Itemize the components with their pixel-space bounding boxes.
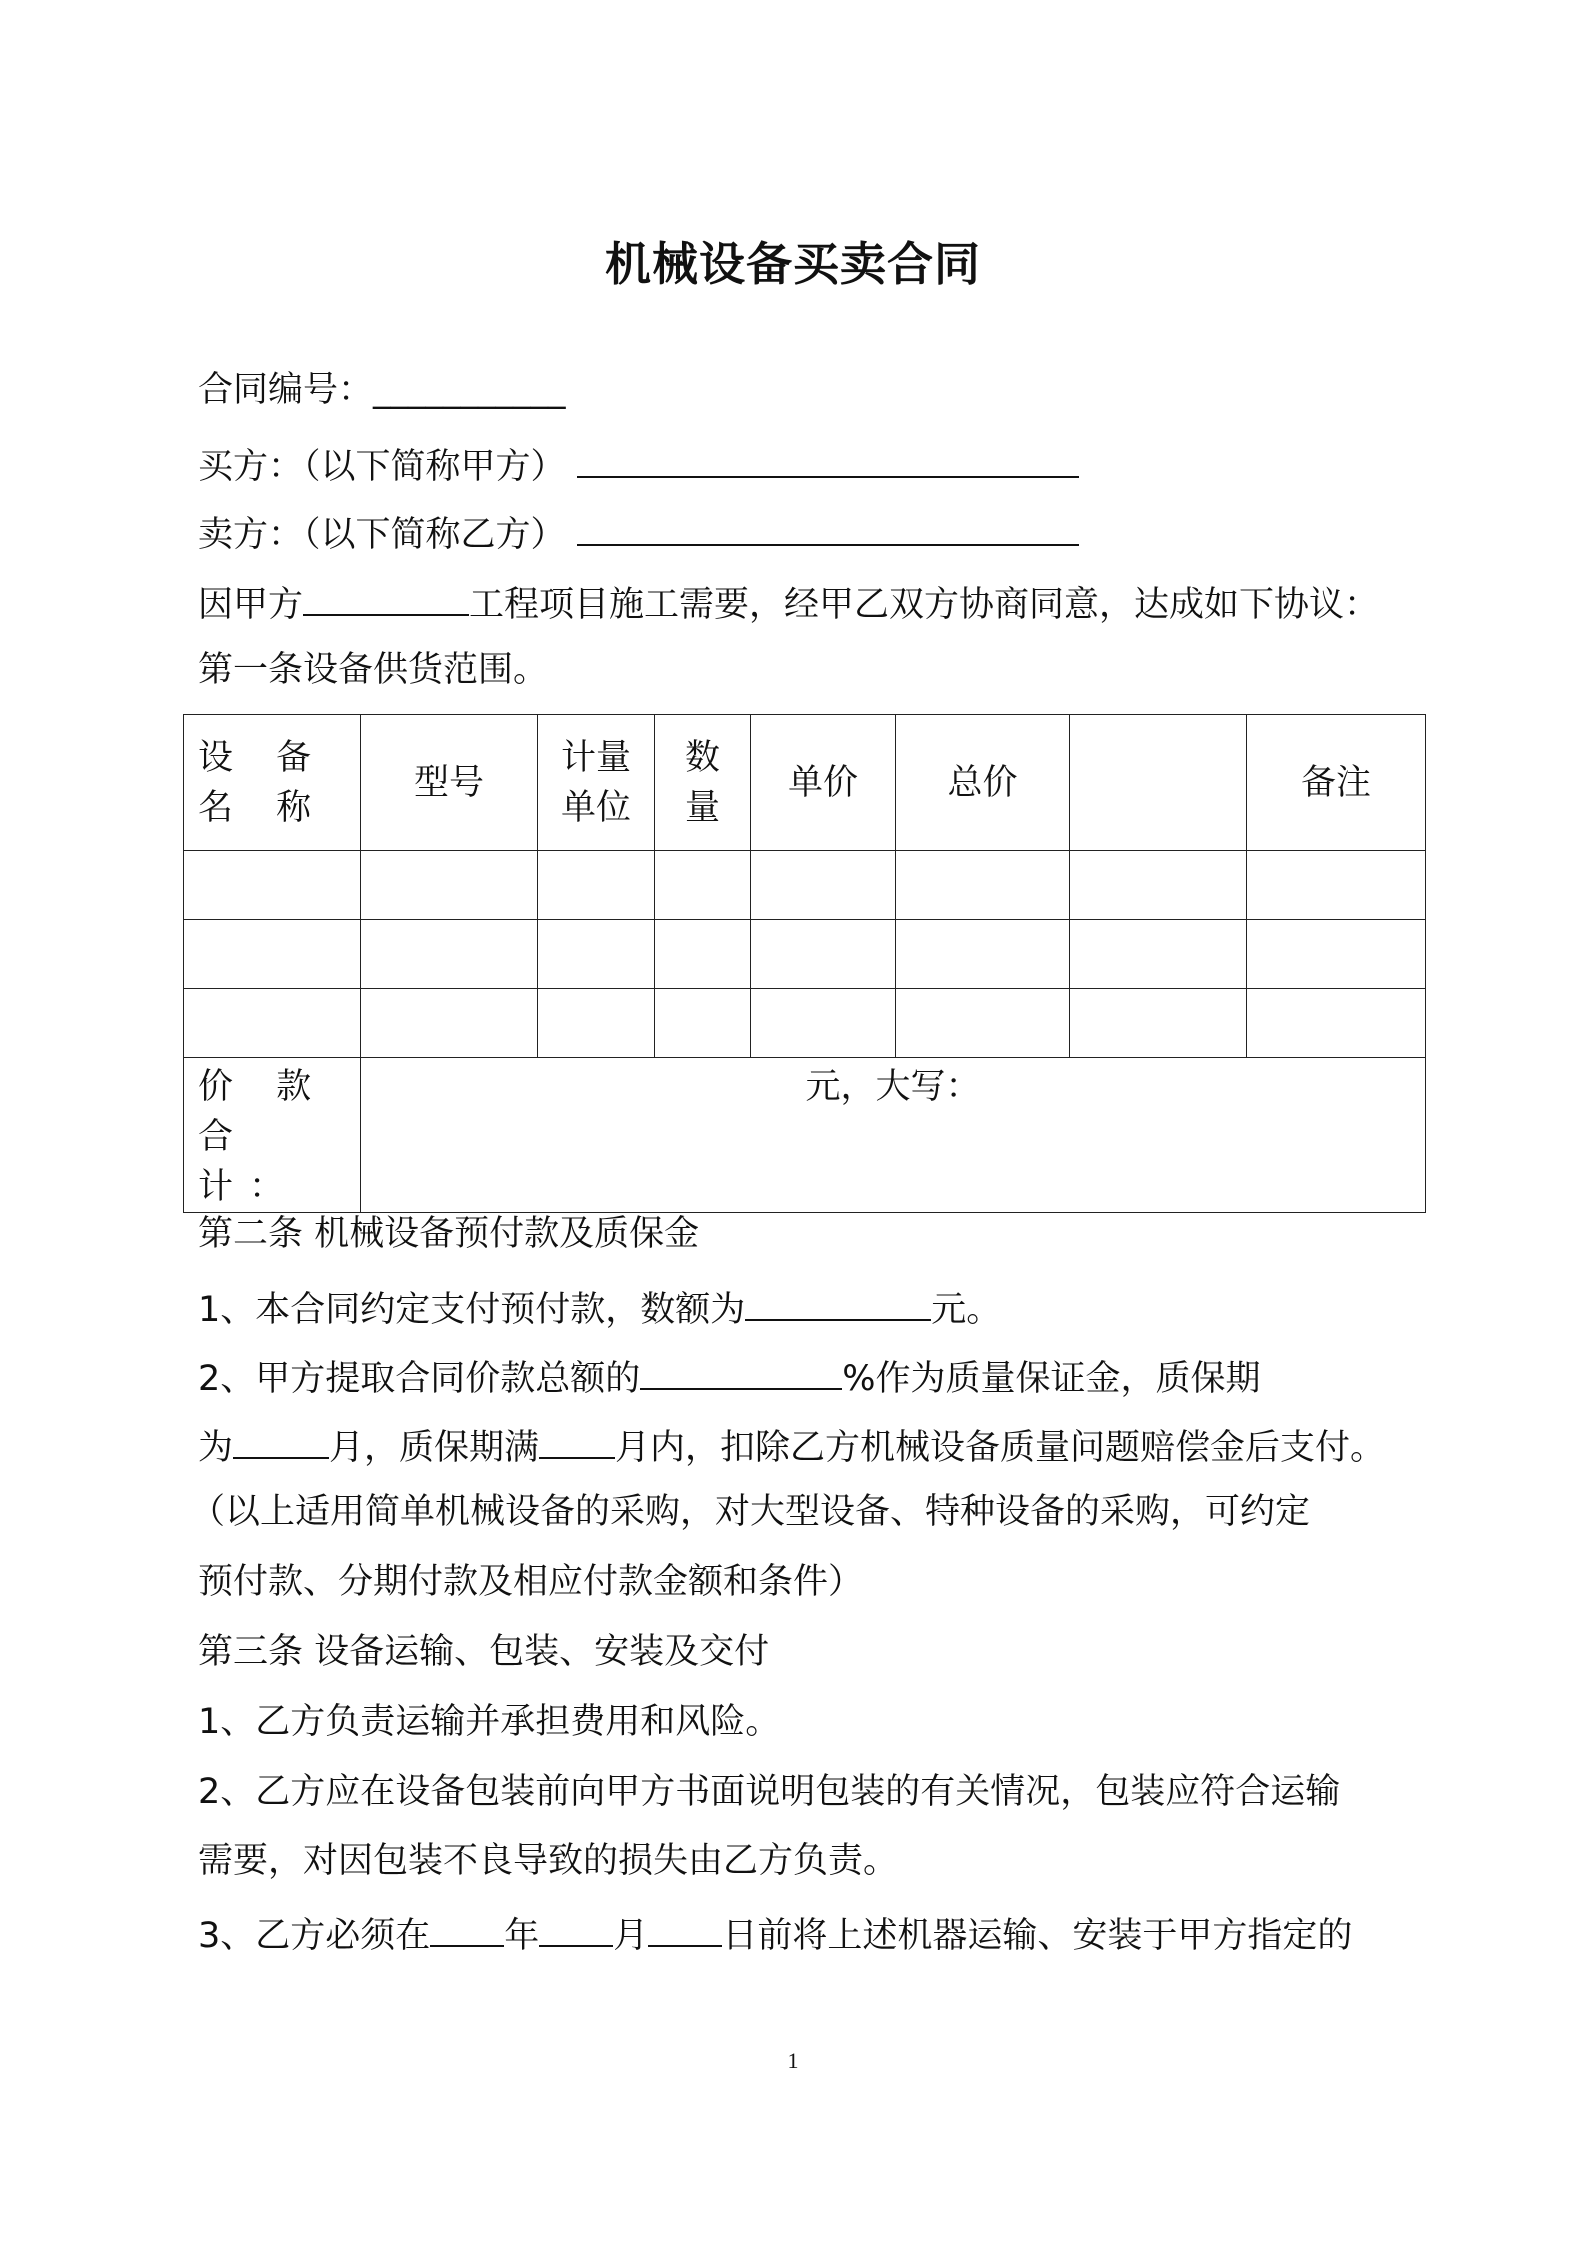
header-remark: 备注 xyxy=(1247,715,1426,851)
table-cell[interactable] xyxy=(1247,989,1426,1058)
buyer-label: 买方：（以下简称甲方） xyxy=(198,447,566,487)
article2-note-2: 预付款、分期付款及相应付款金额和条件） xyxy=(198,1562,864,1602)
header-unit: 计量单位 xyxy=(538,715,655,851)
article2-title: 第二条 机械设备预付款及质保金 xyxy=(198,1214,700,1254)
table-cell[interactable] xyxy=(1247,920,1426,989)
table-cell[interactable] xyxy=(655,920,751,989)
seller-line xyxy=(198,508,1079,557)
intro-line xyxy=(198,578,1379,627)
day-blank[interactable] xyxy=(648,1909,722,1947)
table-cell[interactable] xyxy=(1247,851,1426,920)
buyer-line xyxy=(198,440,1079,489)
total-amount-cell[interactable] xyxy=(361,1058,1426,1213)
table-cell[interactable] xyxy=(751,920,896,989)
intro-suffix: 工程项目施工需要，经甲乙双方协商同意，达成如下协议： xyxy=(469,585,1380,625)
item2-prefix: 2、甲方提取合同价款总额的 xyxy=(198,1359,641,1399)
contract-number-blank[interactable]: ___________ xyxy=(373,370,566,410)
table-cell[interactable] xyxy=(184,851,361,920)
page-number: 1 xyxy=(787,2048,799,2073)
article3-item3 xyxy=(198,1909,1352,1958)
item3-d: 日前将上述机器运输、安装于甲方指定的 xyxy=(722,1916,1353,1956)
table-row xyxy=(184,851,1426,920)
header-model: 型号 xyxy=(361,715,538,851)
percentage-blank[interactable] xyxy=(640,1352,842,1390)
table-cell[interactable] xyxy=(1070,920,1247,989)
article3-item2-line1: 2、乙方应在设备包装前向甲方书面说明包装的有关情况，包装应符合运输 xyxy=(198,1772,1341,1812)
table-cell[interactable] xyxy=(538,920,655,989)
item3-c: 月 xyxy=(613,1916,649,1956)
item2b-c: 月内，扣除乙方机械设备质量问题赔偿金后支付。 xyxy=(615,1428,1386,1468)
article3-title: 第三条 设备运输、包装、安装及交付 xyxy=(198,1632,770,1672)
header-quantity: 数量 xyxy=(655,715,751,851)
contract-number-line xyxy=(198,368,566,412)
item3-b: 年 xyxy=(504,1916,540,1956)
table-total-row xyxy=(184,1058,1426,1213)
item3-a: 3、乙方必须在 xyxy=(198,1916,431,1956)
warranty-months-blank[interactable] xyxy=(233,1421,329,1459)
payment-months-blank[interactable] xyxy=(539,1421,615,1459)
header-total-price: 总价 xyxy=(896,715,1070,851)
table-cell[interactable] xyxy=(896,920,1070,989)
table-cell[interactable] xyxy=(1070,989,1247,1058)
table-cell[interactable] xyxy=(655,989,751,1058)
equipment-table xyxy=(183,714,1426,1213)
article2-note-1: （以上适用简单机械设备的采购，对大型设备、特种设备的采购，可约定 xyxy=(190,1492,1311,1532)
prepayment-blank[interactable] xyxy=(745,1283,931,1321)
table-cell[interactable] xyxy=(538,989,655,1058)
item1-suffix: 元。 xyxy=(931,1290,1002,1330)
item1-prefix: 1、本合同约定支付预付款，数额为 xyxy=(198,1290,746,1330)
header-blank xyxy=(1070,715,1247,851)
table-cell[interactable] xyxy=(184,920,361,989)
article3-item1: 1、乙方负责运输并承担费用和风险。 xyxy=(198,1702,781,1742)
header-unit-price: 单价 xyxy=(751,715,896,851)
total-label: 价 款 合 计： xyxy=(184,1058,361,1213)
item2b-a: 为 xyxy=(198,1428,234,1468)
month-blank[interactable] xyxy=(539,1909,613,1947)
table-cell[interactable] xyxy=(1070,851,1247,920)
seller-blank[interactable] xyxy=(577,508,1079,546)
table-cell[interactable] xyxy=(751,989,896,1058)
header-equipment-name: 设 备 名 称 xyxy=(184,715,361,851)
table-row xyxy=(184,989,1426,1058)
article2-item2-cont xyxy=(198,1421,1385,1470)
table-cell[interactable] xyxy=(896,851,1070,920)
table-cell[interactable] xyxy=(538,851,655,920)
article1-title: 第一条设备供货范围。 xyxy=(198,650,549,690)
article2-item1 xyxy=(198,1283,1001,1332)
table-cell[interactable] xyxy=(361,920,538,989)
item2-suffix: %作为质量保证金，质保期 xyxy=(842,1359,1261,1399)
table-row xyxy=(184,920,1426,989)
item2b-b: 月，质保期满 xyxy=(329,1428,540,1468)
intro-prefix: 因甲方 xyxy=(198,585,304,625)
table-header-row xyxy=(184,715,1426,851)
table-cell[interactable] xyxy=(361,851,538,920)
article2-item2 xyxy=(198,1352,1261,1401)
page-title: 机械设备买卖合同 xyxy=(605,237,981,291)
table-cell[interactable] xyxy=(655,851,751,920)
table-cell[interactable] xyxy=(751,851,896,920)
article3-item2-line2: 需要，对因包装不良导致的损失由乙方负责。 xyxy=(198,1841,899,1881)
buyer-blank[interactable] xyxy=(577,440,1079,478)
project-name-blank[interactable] xyxy=(303,578,469,616)
table-cell[interactable] xyxy=(896,989,1070,1058)
table-cell[interactable] xyxy=(361,989,538,1058)
year-blank[interactable] xyxy=(430,1909,504,1947)
seller-label: 卖方：（以下简称乙方） xyxy=(198,515,566,555)
contract-number-label: 合同编号： xyxy=(198,370,374,410)
total-amount-text: 元，大写： xyxy=(805,1067,981,1107)
table-cell[interactable] xyxy=(184,989,361,1058)
